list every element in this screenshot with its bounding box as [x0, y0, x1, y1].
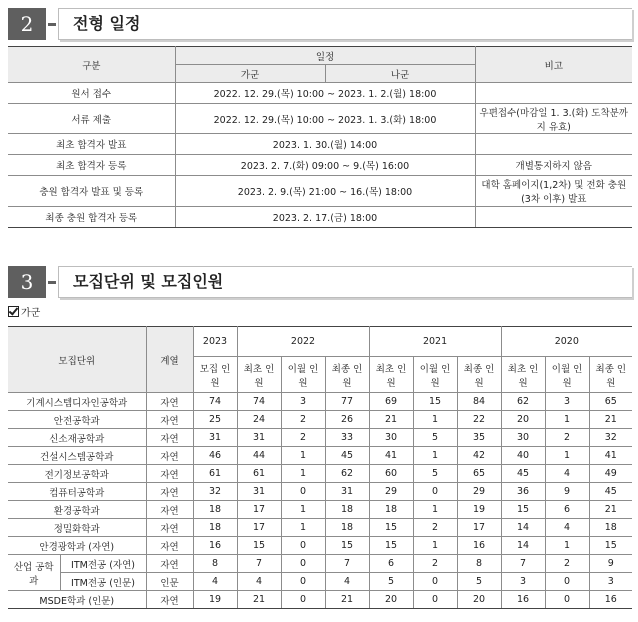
table-row — [8, 483, 632, 501]
schedule-row-date: 2022. 12. 29.(목) 10:00 ~ 2023. 1. 3.(화) 18:00 — [175, 104, 475, 134]
value-cell: 18 — [369, 501, 413, 519]
table-row — [8, 519, 632, 537]
recruit-header-year-2023: 2023 — [193, 327, 237, 357]
value-cell: 4 — [193, 573, 237, 591]
value-cell: 17 — [457, 519, 501, 537]
section-3-title-box — [58, 266, 632, 298]
schedule-header-category: 구분 — [8, 47, 175, 83]
value-cell: 2 — [281, 411, 325, 429]
recruit-header-year-2022: 2022 — [237, 327, 369, 357]
value-cell: 18 — [193, 501, 237, 519]
recruitment-table — [8, 326, 632, 609]
value-cell: 1 — [413, 447, 457, 465]
value-cell: 46 — [193, 447, 237, 465]
schedule-row-note: 개별통지하지 않음 — [475, 155, 632, 176]
value-cell: 62 — [325, 465, 369, 483]
value-cell: 33 — [325, 429, 369, 447]
value-cell: 21 — [237, 591, 281, 609]
schedule-row-date: 2023. 2. 7.(화) 09:00 ~ 9.(목) 16:00 — [175, 155, 475, 176]
value-cell: 32 — [193, 483, 237, 501]
unit-cell: 정밀화학과 — [8, 519, 146, 537]
schedule-header-schedule: 일정 — [175, 47, 475, 65]
unit-cell: 안경광학과 (자연) — [8, 537, 146, 555]
value-cell: 74 — [193, 393, 237, 411]
field-cell: 자연 — [146, 447, 193, 465]
value-cell: 5 — [413, 429, 457, 447]
value-cell: 16 — [589, 591, 632, 609]
recruit-sub-header: 최종 인원 — [589, 357, 632, 393]
value-cell: 26 — [325, 411, 369, 429]
group-checkbox-row — [8, 306, 40, 321]
value-cell: 16 — [501, 591, 545, 609]
unit-cell: 기계시스템디자인공학과 — [8, 393, 146, 411]
field-cell: 자연 — [146, 411, 193, 429]
value-cell: 16 — [457, 537, 501, 555]
value-cell: 9 — [589, 555, 632, 573]
value-cell: 1 — [281, 465, 325, 483]
field-cell: 자연 — [146, 501, 193, 519]
table-row — [8, 573, 632, 591]
value-cell: 25 — [193, 411, 237, 429]
field-cell: 자연 — [146, 429, 193, 447]
unit-cell: ITM전공 (자연) — [60, 555, 146, 573]
table-row — [8, 176, 632, 207]
table-row — [8, 155, 632, 176]
value-cell: 61 — [237, 465, 281, 483]
value-cell: 2 — [545, 555, 589, 573]
value-cell: 0 — [281, 591, 325, 609]
field-cell: 자연 — [146, 393, 193, 411]
table-row — [8, 134, 632, 155]
value-cell: 41 — [369, 447, 413, 465]
section-3-title: 모집단위 및 모집인원 — [73, 272, 224, 291]
value-cell: 5 — [457, 573, 501, 591]
table-row — [8, 501, 632, 519]
unit-cell: 건설시스템공학과 — [8, 447, 146, 465]
value-cell: 7 — [501, 555, 545, 573]
value-cell: 0 — [281, 537, 325, 555]
value-cell: 31 — [237, 429, 281, 447]
group-label: 산업 공학과 — [8, 555, 60, 591]
recruit-sub-header: 최종 인원 — [457, 357, 501, 393]
value-cell: 0 — [281, 573, 325, 591]
value-cell: 3 — [281, 393, 325, 411]
field-cell: 자연 — [146, 465, 193, 483]
section-2-title-box — [58, 8, 632, 40]
section-2-title: 전형 일정 — [73, 14, 141, 33]
value-cell: 0 — [413, 483, 457, 501]
value-cell: 1 — [281, 447, 325, 465]
value-cell: 8 — [457, 555, 501, 573]
value-cell: 31 — [193, 429, 237, 447]
value-cell: 18 — [325, 519, 369, 537]
unit-cell: 신소재공학과 — [8, 429, 146, 447]
schedule-row-note — [475, 83, 632, 104]
recruit-header-unit: 모집단위 — [8, 327, 146, 393]
value-cell: 31 — [237, 483, 281, 501]
value-cell: 77 — [325, 393, 369, 411]
section-2-dash — [48, 23, 56, 26]
table-row — [8, 411, 632, 429]
value-cell: 18 — [193, 519, 237, 537]
value-cell: 21 — [589, 501, 632, 519]
recruit-header-year-2020: 2020 — [501, 327, 632, 357]
value-cell: 0 — [281, 483, 325, 501]
schedule-row-date: 2023. 2. 9.(목) 21:00 ~ 16.(목) 18:00 — [175, 176, 475, 207]
value-cell: 30 — [501, 429, 545, 447]
value-cell: 24 — [237, 411, 281, 429]
value-cell: 1 — [281, 501, 325, 519]
value-cell: 41 — [589, 447, 632, 465]
schedule-table — [8, 46, 632, 228]
value-cell: 49 — [589, 465, 632, 483]
unit-cell: MSDE학과 (인문) — [8, 591, 146, 609]
recruit-sub-header: 최초 인원 — [237, 357, 281, 393]
value-cell: 16 — [193, 537, 237, 555]
unit-cell: 환경공학과 — [8, 501, 146, 519]
value-cell: 44 — [237, 447, 281, 465]
value-cell: 19 — [193, 591, 237, 609]
table-row — [8, 537, 632, 555]
recruit-sub-header: 최초 인원 — [369, 357, 413, 393]
schedule-header-note: 비고 — [475, 47, 632, 83]
recruit-sub-header: 이월 인원 — [545, 357, 589, 393]
value-cell: 19 — [457, 501, 501, 519]
value-cell: 4 — [545, 519, 589, 537]
value-cell: 2 — [413, 555, 457, 573]
section-2-header — [8, 8, 632, 40]
value-cell: 0 — [545, 573, 589, 591]
value-cell: 2 — [413, 519, 457, 537]
schedule-row-note: 대학 홈페이지(1,2차) 및 전화 충원(3차 이후) 발표 — [475, 176, 632, 207]
value-cell: 17 — [237, 519, 281, 537]
table-row — [8, 83, 632, 104]
value-cell: 20 — [457, 591, 501, 609]
value-cell: 5 — [413, 465, 457, 483]
value-cell: 1 — [545, 447, 589, 465]
value-cell: 2 — [545, 429, 589, 447]
value-cell: 18 — [325, 501, 369, 519]
value-cell: 29 — [457, 483, 501, 501]
section-2-number: 2 — [8, 8, 46, 40]
value-cell: 15 — [369, 537, 413, 555]
schedule-row-note — [475, 134, 632, 155]
recruit-sub-header: 모집 인원 — [193, 357, 237, 393]
table-row — [8, 447, 632, 465]
value-cell: 3 — [501, 573, 545, 591]
schedule-row-note: 우편접수(마감일 1. 3.(화) 도착분까지 유효) — [475, 104, 632, 134]
value-cell: 7 — [237, 555, 281, 573]
value-cell: 3 — [545, 393, 589, 411]
checkbox-icon — [8, 306, 19, 317]
recruit-header-field: 계열 — [146, 327, 193, 393]
value-cell: 18 — [589, 519, 632, 537]
value-cell: 21 — [589, 411, 632, 429]
field-cell: 자연 — [146, 519, 193, 537]
value-cell: 40 — [501, 447, 545, 465]
value-cell: 22 — [457, 411, 501, 429]
section-3-header — [8, 266, 632, 298]
field-cell: 자연 — [146, 483, 193, 501]
value-cell: 14 — [501, 537, 545, 555]
schedule-header-na: 나군 — [325, 65, 475, 83]
value-cell: 21 — [369, 411, 413, 429]
value-cell: 69 — [369, 393, 413, 411]
table-row — [8, 393, 632, 411]
unit-cell: 컴퓨터공학과 — [8, 483, 146, 501]
value-cell: 2 — [281, 429, 325, 447]
value-cell: 30 — [369, 429, 413, 447]
schedule-row-label: 서류 제출 — [8, 104, 175, 134]
value-cell: 84 — [457, 393, 501, 411]
field-cell: 인문 — [146, 573, 193, 591]
unit-cell: 안전공학과 — [8, 411, 146, 429]
value-cell: 20 — [501, 411, 545, 429]
schedule-header-ga: 가군 — [175, 65, 325, 83]
value-cell: 3 — [589, 573, 632, 591]
value-cell: 36 — [501, 483, 545, 501]
recruit-sub-header: 최종 인원 — [325, 357, 369, 393]
value-cell: 14 — [501, 519, 545, 537]
schedule-row-date: 2023. 2. 17.(금) 18:00 — [175, 207, 475, 228]
value-cell: 1 — [413, 501, 457, 519]
value-cell: 0 — [413, 573, 457, 591]
value-cell: 15 — [369, 519, 413, 537]
section-3-number: 3 — [8, 266, 46, 298]
unit-cell: 전기정보공학과 — [8, 465, 146, 483]
table-row — [8, 465, 632, 483]
unit-cell: ITM전공 (인문) — [60, 573, 146, 591]
value-cell: 21 — [325, 591, 369, 609]
value-cell: 15 — [237, 537, 281, 555]
value-cell: 15 — [413, 393, 457, 411]
value-cell: 15 — [589, 537, 632, 555]
value-cell: 42 — [457, 447, 501, 465]
value-cell: 60 — [369, 465, 413, 483]
value-cell: 20 — [369, 591, 413, 609]
value-cell: 1 — [413, 411, 457, 429]
value-cell: 4 — [237, 573, 281, 591]
value-cell: 0 — [413, 591, 457, 609]
value-cell: 15 — [325, 537, 369, 555]
schedule-row-label: 원서 접수 — [8, 83, 175, 104]
value-cell: 61 — [193, 465, 237, 483]
value-cell: 0 — [545, 591, 589, 609]
value-cell: 1 — [413, 537, 457, 555]
value-cell: 15 — [501, 501, 545, 519]
value-cell: 1 — [281, 519, 325, 537]
schedule-row-label: 충원 합격자 발표 및 등록 — [8, 176, 175, 207]
value-cell: 65 — [457, 465, 501, 483]
schedule-row-label: 최초 합격자 발표 — [8, 134, 175, 155]
table-row — [8, 591, 632, 609]
recruit-sub-header: 이월 인원 — [281, 357, 325, 393]
value-cell: 35 — [457, 429, 501, 447]
table-row — [8, 104, 632, 134]
schedule-row-label: 최종 충원 합격자 등록 — [8, 207, 175, 228]
recruit-sub-header: 이월 인원 — [413, 357, 457, 393]
value-cell: 32 — [589, 429, 632, 447]
recruit-sub-header: 최초 인원 — [501, 357, 545, 393]
value-cell: 29 — [369, 483, 413, 501]
value-cell: 74 — [237, 393, 281, 411]
value-cell: 5 — [369, 573, 413, 591]
table-row — [8, 555, 632, 573]
value-cell: 45 — [501, 465, 545, 483]
value-cell: 7 — [325, 555, 369, 573]
table-row — [8, 429, 632, 447]
table-row — [8, 207, 632, 228]
value-cell: 1 — [545, 537, 589, 555]
schedule-row-date: 2023. 1. 30.(월) 14:00 — [175, 134, 475, 155]
value-cell: 45 — [589, 483, 632, 501]
field-cell: 자연 — [146, 555, 193, 573]
schedule-row-note — [475, 207, 632, 228]
value-cell: 6 — [545, 501, 589, 519]
value-cell: 6 — [369, 555, 413, 573]
field-cell: 자연 — [146, 591, 193, 609]
value-cell: 4 — [545, 465, 589, 483]
section-3-dash — [48, 281, 56, 284]
recruit-header-year-2021: 2021 — [369, 327, 501, 357]
value-cell: 9 — [545, 483, 589, 501]
value-cell: 0 — [281, 555, 325, 573]
value-cell: 8 — [193, 555, 237, 573]
schedule-row-date: 2022. 12. 29.(목) 10:00 ~ 2023. 1. 2.(월) 18:00 — [175, 83, 475, 104]
value-cell: 45 — [325, 447, 369, 465]
field-cell: 자연 — [146, 537, 193, 555]
value-cell: 17 — [237, 501, 281, 519]
group-checkbox-label: 가군 — [21, 308, 41, 319]
value-cell: 4 — [325, 573, 369, 591]
value-cell: 31 — [325, 483, 369, 501]
value-cell: 1 — [545, 411, 589, 429]
value-cell: 62 — [501, 393, 545, 411]
schedule-row-label: 최초 합격자 등록 — [8, 155, 175, 176]
value-cell: 65 — [589, 393, 632, 411]
